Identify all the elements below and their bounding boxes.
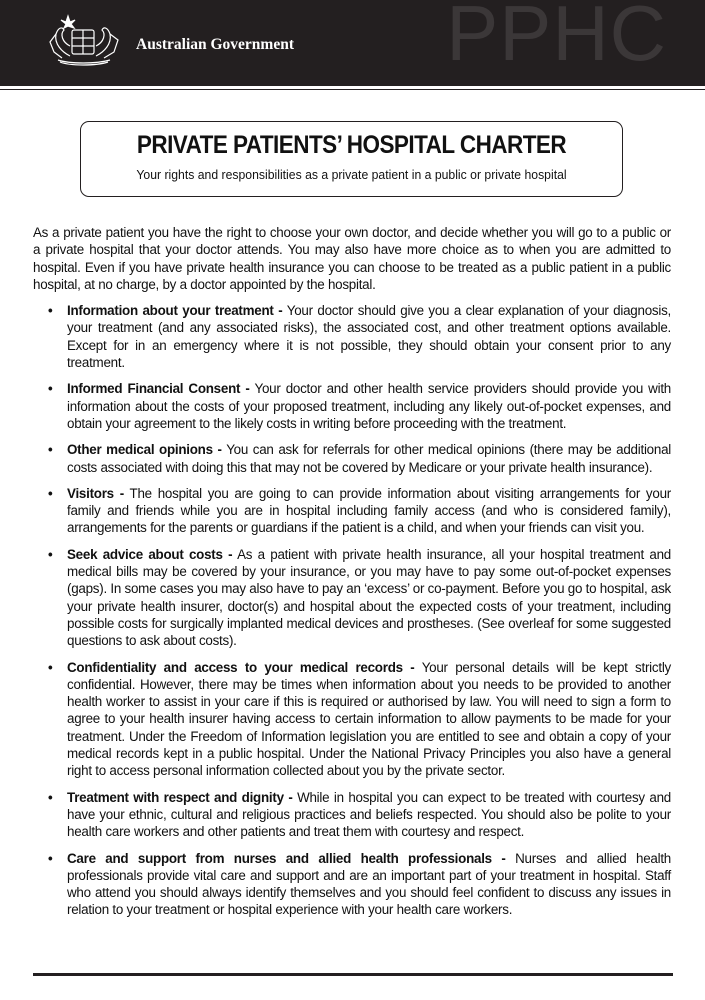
page-subtitle: Your rights and responsibilities as a private patient in a public or private hospital: [136, 167, 567, 182]
title-box: [80, 121, 623, 197]
bullet-icon: •: [48, 546, 53, 562]
point-text: Your doctor and other health service providers should provide you with information about the costs of your proposed treatment, including any likely out-of-pocket expenses, and obtain your agreement to the likely costs in writing before proceeding with the treatment.: [67, 381, 671, 431]
bullet-icon: •: [48, 850, 53, 866]
point-text: You can ask for referrals for other medical opinions (there may be additional costs associated with doing this that may not be covered by Medicare or your private health insurance).: [67, 442, 671, 475]
list-item: [33, 659, 671, 780]
rights-list: [33, 302, 671, 919]
charter-body: [33, 224, 671, 928]
footer-divider: [33, 973, 673, 976]
point-text: While in hospital you can expect to be treated with courtesy and have your ethnic, cultural and religious practices and beliefs respected. You should also be polite to your health care workers and other patients and treat them with courtesy and respect.: [67, 789, 671, 840]
bullet-icon: •: [48, 485, 53, 501]
point-heading: Confidentiality and access to your medical records -: [67, 659, 415, 675]
pphc-watermark: PPHC: [446, 0, 667, 77]
point-text: Your doctor should give you a clear explanation of your diagnosis, your treatment (and any associated risks), the associated cost, and other treatment options available. Except for in an emergency where it is not possible, they should obtain your consent prior to any treatment.: [67, 303, 671, 371]
point-text: As a patient with private health insurance, all your hospital treatment and medical bills may be covered by your insurance, or you may have to pay some out-of-pocket expenses (gaps). In some cases you may also have to pay an ‘excess’ or co-payment. Before you go to hospital, ask your private health insurer, doctor(s) and hospital about the expected costs of your treatment, including possible costs for surgically implanted medical devices and prostheses. (See overleaf for some suggested questions to ask about costs).: [67, 546, 671, 649]
organization-name: Australian Government: [136, 36, 295, 53]
coat-of-arms-icon: [40, 12, 130, 68]
bullet-icon: •: [48, 442, 53, 458]
list-item: [33, 302, 671, 371]
list-item: [33, 441, 671, 476]
header-divider: [0, 83, 705, 86]
point-text: Nurses and allied health professionals provide vital care and support and are an important part of your treatment in hospital. Staff who attend you should always identify themselves and you should feel confident to discuss any issues in relation to your treatment or hospital experience with your health care workers.: [67, 850, 671, 918]
point-heading: Information about your treatment -: [67, 303, 283, 319]
point-heading: Other medical opinions -: [67, 442, 222, 458]
list-item: [33, 380, 671, 432]
bullet-icon: •: [48, 789, 53, 805]
bullet-icon: •: [48, 303, 53, 319]
point-heading: Visitors -: [67, 485, 124, 501]
bullet-icon: •: [48, 381, 53, 397]
bullet-icon: •: [48, 659, 53, 675]
list-item: [33, 546, 671, 650]
header-divider-thin: [0, 89, 705, 90]
point-text: The hospital you are going to can provide information about visiting arrangements for your family and friends while you are in hospital including family access (and who is considered family), arrangements for the parents or guardians if the patient is a child, and when your friends can visit you.: [67, 485, 671, 536]
list-item: [33, 485, 671, 537]
point-heading: Treatment with respect and dignity -: [67, 789, 293, 805]
point-heading: Care and support from nurses and allied health professionals -: [67, 850, 506, 866]
intro-paragraph: As a private patient you have the right to choose your own doctor, and decide whether you will go to a public or a private hospital that your doctor attends. You may also have more choice as to when you are admitted to hospital. Even if you have private health insurance you can choose to be treated as a public patient in a public hospital, at no charge, by a doctor appointed by the hospital.: [33, 225, 671, 292]
list-item: [33, 850, 671, 919]
point-text: Your personal details will be kept strictly confidential. However, there may be times when information about you needs to be provided to another health worker to assist in your care if this is required or authorised by law. You will need to sign a form to agree to your health insurer having access to certain information to allow payments to be made for your treatment. Under the Freedom of Information legislation you are entitled to see and obtain a copy of your medical records kept in a public hospital. Under the National Privacy Principles you also have a general right to access personal information collected about you by the private sector.: [67, 659, 671, 779]
point-heading: Informed Financial Consent -: [67, 381, 250, 397]
page-title: PRIVATE PATIENTS’ HOSPITAL CHARTER: [136, 131, 567, 159]
list-item: [33, 789, 671, 841]
header-banner: [0, 0, 705, 83]
point-heading: Seek advice about costs -: [67, 546, 233, 562]
